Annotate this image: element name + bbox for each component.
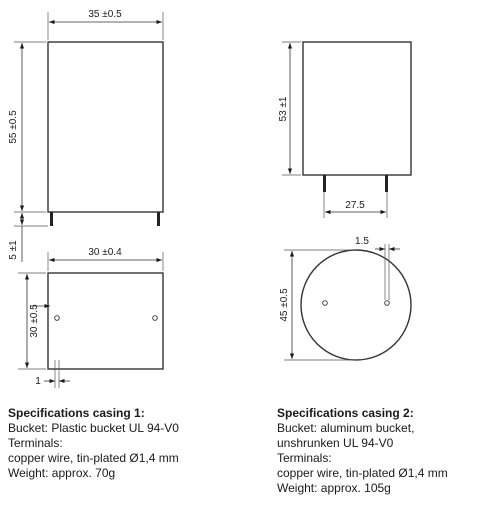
casing2-spec-line: Weight: approx. 105g [277, 481, 391, 495]
casing2-height-label: 53 ±1 [278, 96, 289, 122]
casing2-terminal-left [323, 175, 326, 192]
casing1-width-dimension [48, 9, 163, 40]
casing2-spec-line: unshrunken UL 94-V0 [277, 436, 394, 450]
casing1-bottom-body [48, 273, 163, 369]
casing1-body [48, 42, 163, 212]
casing1-height-dimension [8, 42, 46, 212]
casing1-bottom-depth-dimension [18, 273, 50, 369]
casing2-bottom-view [301, 250, 411, 360]
casing2-pin-hole-right [385, 301, 390, 306]
casing1-bottom-width-label: 30 ±0.4 [88, 247, 122, 258]
casing2-spec-line: Terminals: [277, 451, 332, 465]
casing1-pin-hole-left [55, 316, 60, 321]
casing2-spec-title: Specifications casing 2: [277, 406, 414, 420]
casing1-bottom-view [48, 273, 163, 369]
casing2-spec-line: copper wire, tin-plated Ø1,4 mm [277, 466, 448, 480]
casing1-specifications [8, 406, 238, 481]
casing2-height-dimension [278, 42, 301, 175]
casing2-specifications [277, 406, 477, 496]
casing2-pin-hole-left [323, 301, 328, 306]
casing2-pin-offset-label: 1.5 [355, 236, 369, 247]
casing1-bottom-depth-label: 30 ±0.5 [29, 304, 40, 338]
casing2-bottom-circle [301, 250, 411, 360]
casing2-body [303, 42, 411, 175]
casing1-side-view [48, 42, 163, 226]
casing1-terminal-label: 5 ±1 [8, 240, 19, 260]
casing2-side-view [303, 42, 411, 192]
casing1-spec-line: Bucket: Plastic bucket UL 94-V0 [8, 421, 179, 435]
casing2-pin-spacing-dimension [324, 192, 387, 218]
casing1-terminal-left [50, 212, 53, 226]
casing2-pin-spacing-label: 27.5 [345, 200, 365, 211]
casing1-spec-line: Weight: approx. 70g [8, 466, 116, 480]
casing1-spec-title: Specifications casing 1: [8, 406, 145, 420]
casing1-pin-hole-right [153, 316, 158, 321]
casing1-width-label: 35 ±0.5 [88, 9, 122, 20]
casing1-terminal-right [157, 212, 160, 226]
casing1-height-label: 55 ±0.5 [8, 110, 19, 144]
casing2-terminal-right [385, 175, 388, 192]
casing2-diameter-label: 45 ±0.5 [279, 288, 290, 322]
casing1-pin-offset-label: 1 [35, 376, 41, 387]
casing1-spec-line: Terminals: [8, 436, 63, 450]
casing1-spec-line: copper wire, tin-plated Ø1,4 mm [8, 451, 179, 465]
casing1-bottom-width-dimension [48, 247, 163, 271]
casing1-terminal-dimension [8, 213, 48, 262]
casing2-spec-line: Bucket: aluminum bucket, [277, 421, 415, 435]
